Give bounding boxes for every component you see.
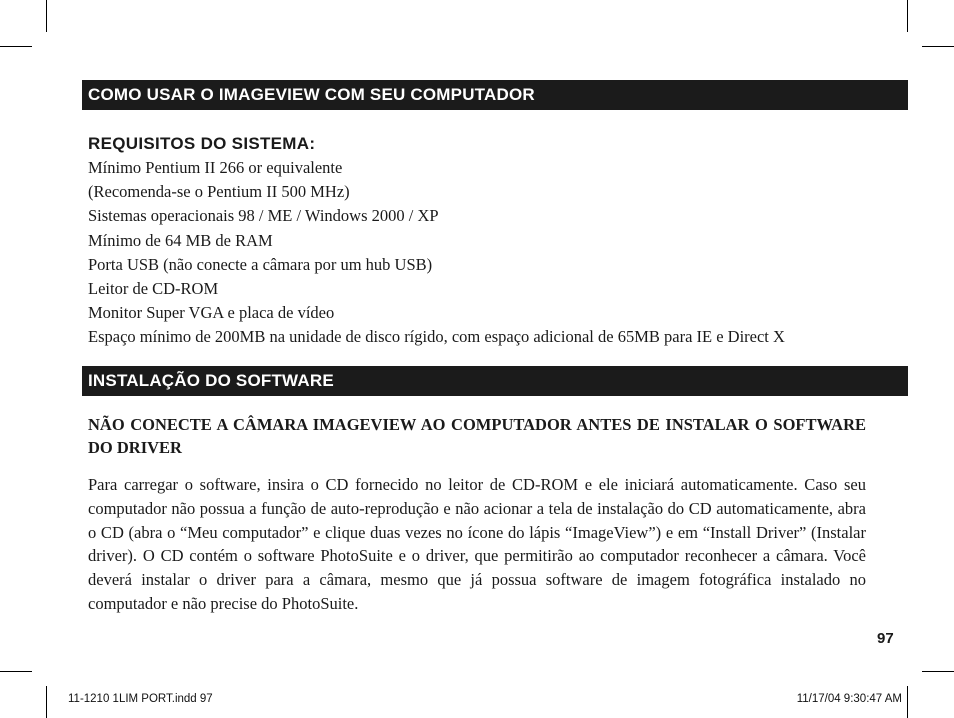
requirement-item: Porta USB (não conecte a câmara por um hub USB) xyxy=(88,254,433,274)
installation-paragraph: Para carregar o software, insira o CD fornecido no leitor de CD-ROM e ele iniciará automaticamente. Caso seu computador não possua a função de auto-reprodução e não acionar a tela de instalação do CD automaticamente, abra o CD (abra o “Meu computador” e clique duas vezes no ícone do lápis “ImageView”) e em “Install Driver” (Instalar driver). O CD contém o software PhotoSuite e o driver, que permitirão ao computador reconhecer a câmara. Você deverá instalar o driver para a câmara, mesmo que já possua software de imagem fotográfica instalado no computador e não precise do PhotoSuite. xyxy=(88,475,866,613)
requirement-item: Leitor de CD-ROM xyxy=(88,279,219,299)
requirement-item: Sistemas operacionais 98 / ME / Windows 2000 / XP xyxy=(88,206,439,226)
requirement-item: Mínimo Pentium II 266 or equivalente xyxy=(88,158,343,177)
crop-mark-bottom-left-vertical xyxy=(46,686,47,718)
crop-mark-top-right-vertical xyxy=(907,0,908,32)
page-number: 97 xyxy=(877,630,894,647)
crop-mark-bottom-right-horizontal xyxy=(922,671,954,672)
crop-mark-bottom-left-horizontal xyxy=(0,671,32,672)
requirement-item: Mínimo de 64 MB de RAM xyxy=(88,230,273,250)
section-heading-software-installation: INSTALAÇÃO DO SOFTWARE xyxy=(82,366,908,396)
requirement-item: (Recomenda-se o Pentium II 500 MHz) xyxy=(88,182,350,202)
requirement-item: Monitor Super VGA e placa de vídeo xyxy=(88,303,335,323)
section-heading-computer-use: COMO USAR O IMAGEVIEW COM SEU COMPUTADOR xyxy=(82,80,908,110)
slug-timestamp: 11/17/04 9:30:47 AM xyxy=(796,693,902,705)
crop-mark-top-left-vertical xyxy=(46,0,47,32)
requirement-item: Espaço mínimo de 200MB na unidade de disco rígido, com espaço adicional de 65MB para IE e Direct X xyxy=(88,327,785,347)
crop-mark-top-right-horizontal xyxy=(922,46,954,47)
driver-warning: NÃO CONECTE A CÂMARA IMAGEVIEW AO COMPUTADOR ANTES DE INSTALAR O SOFTWARE DO DRIVER xyxy=(88,415,866,457)
crop-mark-top-left-horizontal xyxy=(0,46,32,47)
slug-file-name: 11-1210 1LIM PORT.indd 97 xyxy=(68,693,213,705)
crop-mark-bottom-right-vertical xyxy=(907,686,908,718)
requirements-list xyxy=(88,156,785,350)
requirements-title: REQUISITOS DO SISTEMA: xyxy=(88,134,316,153)
